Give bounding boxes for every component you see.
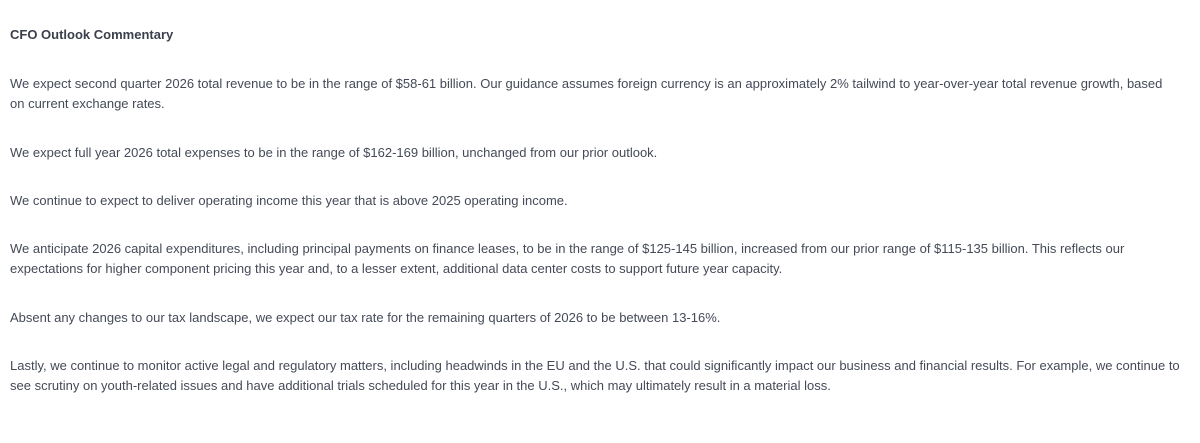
paragraph-revenue-guidance: We expect second quarter 2026 total revenue to be in the range of $58-61 billion. Our guidance assumes foreign currency is an approximately 2% tailwind to year-over-year total revenue growth, based on current exchange rates. (10, 76, 1163, 111)
paragraph-legal-regulatory: Lastly, we continue to monitor active legal and regulatory matters, including headwinds in the EU and the U.S. that could significantly impact our business and financial results. For example, we continue to see scrutiny on youth-related issues and have additional trials scheduled for this year in the U.S., which may ultimately result in a material loss. (10, 358, 1180, 393)
paragraph-capex-guidance: We anticipate 2026 capital expenditures, including principal payments on finance leases, to be in the range of $125-145 billion, increased from our prior range of $115-135 billion. This reflects our expectations for higher component pricing this year and, to a lesser extent, additional data center costs to support future year capacity. (10, 241, 1125, 276)
paragraph-tax-rate: Absent any changes to our tax landscape, we expect our tax rate for the remaining quarters of 2026 to be between 13-16%. (10, 310, 721, 325)
paragraph-operating-income: We continue to expect to deliver operating income this year that is above 2025 operating income. (10, 193, 568, 208)
section-title: CFO Outlook Commentary (10, 27, 174, 42)
paragraph-expenses-guidance: We expect full year 2026 total expenses to be in the range of $162-169 billion, unchanged from our prior outlook. (10, 145, 658, 160)
